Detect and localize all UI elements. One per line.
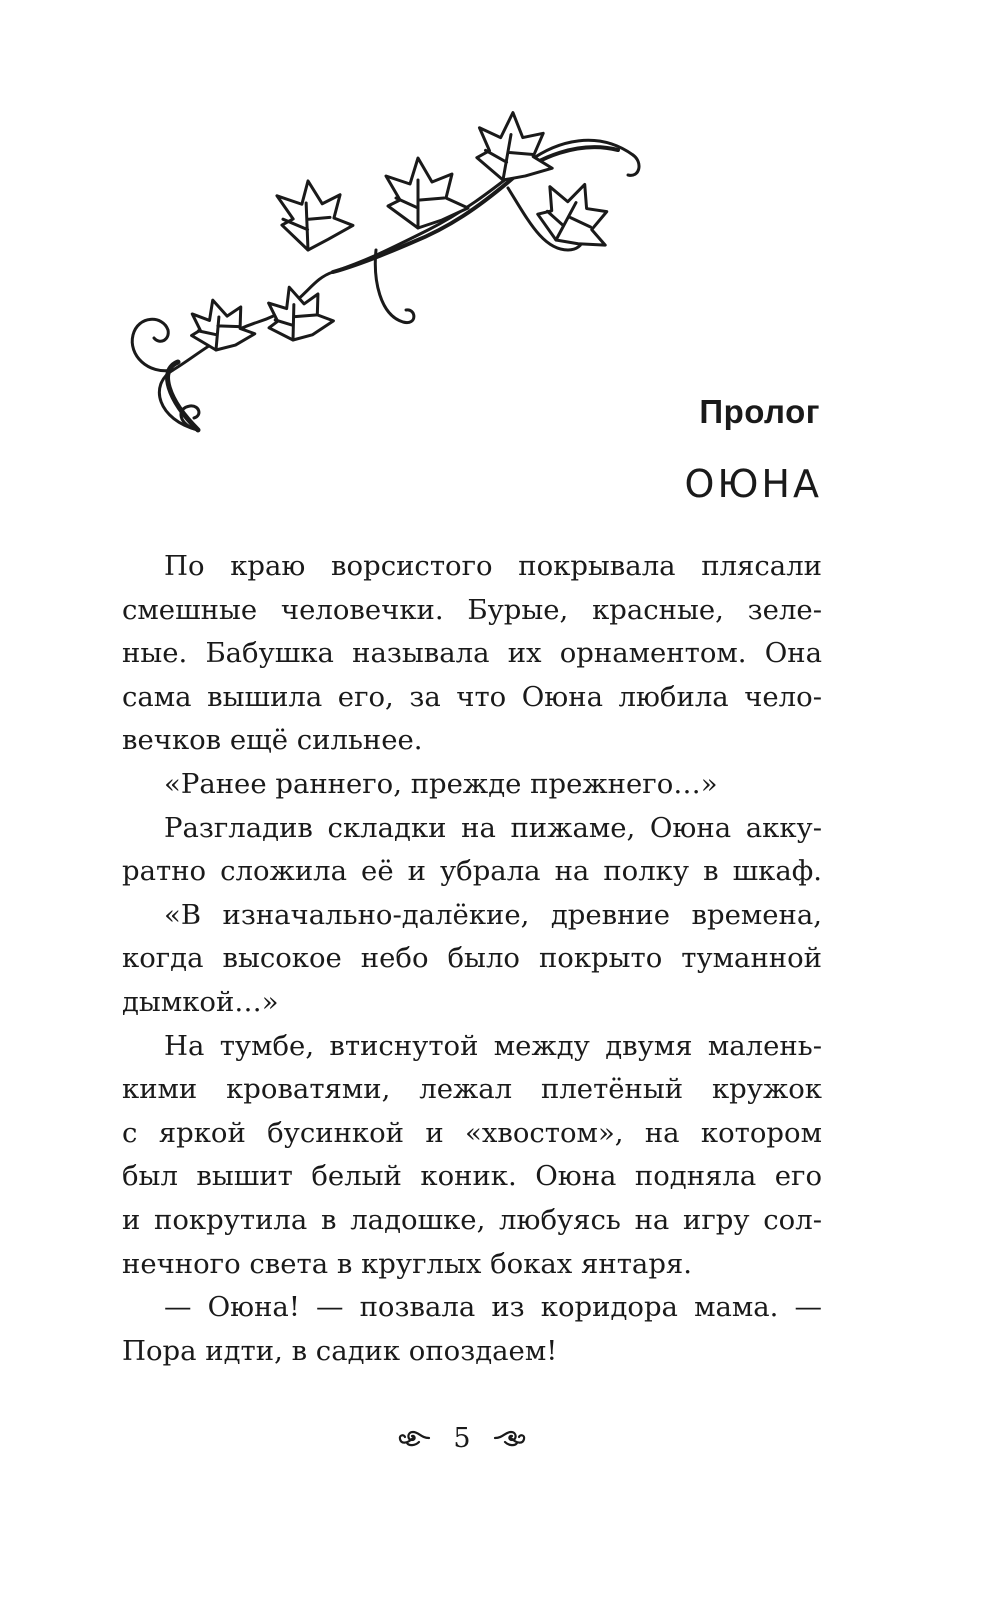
text-line: На тумбе, втиснутой между двумя малень- [164,1029,822,1062]
text-line: сама вышила его, за что Оюна любила чело- [122,680,822,713]
chapter-title: ОЮНА [684,462,822,506]
text-line: По краю ворсистого покрывала плясали [164,550,822,582]
right-flourish-icon [493,1428,527,1448]
page-number: 5 [453,1422,471,1454]
text-line: Пора идти, в садик опоздаем! [122,1334,558,1367]
text-line: «Ранее раннего, прежде прежнего…» [164,767,718,800]
text-line: смешные человечки. Бурые, красные, зеле- [122,593,822,626]
text-line: был вышит белый коник. Оюна подняла его [122,1160,822,1193]
text-line: нечного света в круглых боках янтаря. [122,1247,693,1280]
text-line: Разгладив складки на пижаме, Оюна акку- [164,811,822,844]
text-line: кими кроватями, лежал плетёный кружок [122,1073,822,1106]
left-flourish-icon [397,1428,431,1448]
text-line: и покрутила в ладошке, любуясь на игру сол- [122,1203,822,1236]
text-line: ные. Бабушка называла их орнаментом. Она [122,637,822,670]
body-text [122,545,822,1373]
page-footer [0,1418,962,1458]
text-line: вечков ещё сильнее. [122,724,423,757]
text-line: когда высокое небо было покрыто туманной [122,942,822,975]
text-line: «В изначально-далёкие, древние времена, [164,898,822,931]
text-line: — Оюна! — позвала из коридора мама. — [164,1291,822,1324]
ivy-vine-icon [118,100,658,440]
text-line: с яркой бусинкой и «хвостом», на котором [122,1116,822,1149]
text-line: дымкой…» [122,985,279,1018]
chapter-label: Пролог [699,393,820,430]
text-line: ратно сложила её и убрала на полку в шкаф. [122,855,822,888]
